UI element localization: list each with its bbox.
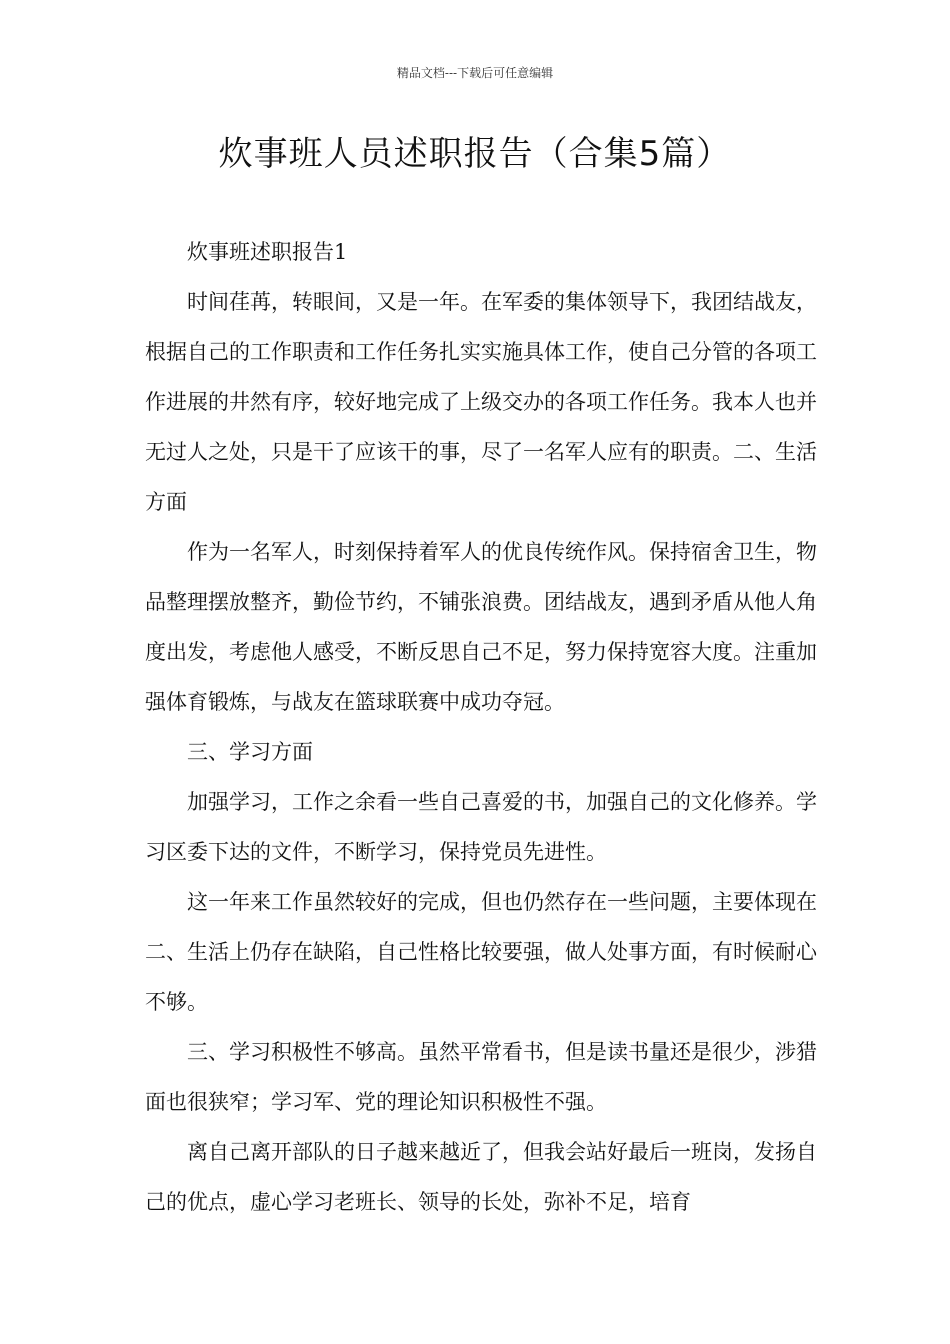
paragraph: 三、学习积极性不够高。虽然平常看书，但是读书量还是很少，涉猎面也很狭窄；学习军、党的理论知识积极性不强。 xyxy=(145,1040,817,1114)
section-heading: 三、学习方面 xyxy=(187,740,313,764)
paragraph: 离自己离开部队的日子越来越近了，但我会站好最后一班岗，发扬自己的优点，虚心学习老班长、领导的长处，弥补不足，培育 xyxy=(145,1140,817,1214)
paragraph: 作为一名军人，时刻保持着军人的优良传统作风。保持宿舍卫生，物品整理摆放整齐，勤俭节约，不铺张浪费。团结战友，遇到矛盾从他人角度出发，考虑他人感受，不断反思自己不足，努力保持宽容大度。注重加强体育锻炼，与战友在篮球联赛中成功夺冠。 xyxy=(145,540,817,714)
paragraph: 加强学习，工作之余看一些自己喜爱的书，加强自己的文化修养。学习区委下达的文件，不断学习，保持党员先进性。 xyxy=(145,790,817,864)
section-heading: 炊事班述职报告1 xyxy=(187,240,348,264)
document-body xyxy=(145,227,817,1227)
header-note: 精品文档---下载后可任意编辑 xyxy=(396,66,554,80)
paragraph: 这一年来工作虽然较好的完成，但也仍然存在一些问题，主要体现在二、生活上仍存在缺陷，自己性格比较要强，做人处事方面，有时候耐心不够。 xyxy=(145,890,817,1014)
document-title: 炊事班人员述职报告（合集5篇） xyxy=(218,134,732,174)
paragraph: 时间荏苒，转眼间，又是一年。在军委的集体领导下，我团结战友，根据自己的工作职责和工作任务扎实实施具体工作，使自己分管的各项工作进展的井然有序，较好地完成了上级交办的各项工作任务。我本人也并无过人之处，只是干了应该干的事，尽了一名军人应有的职责。二、生活方面 xyxy=(145,290,817,514)
